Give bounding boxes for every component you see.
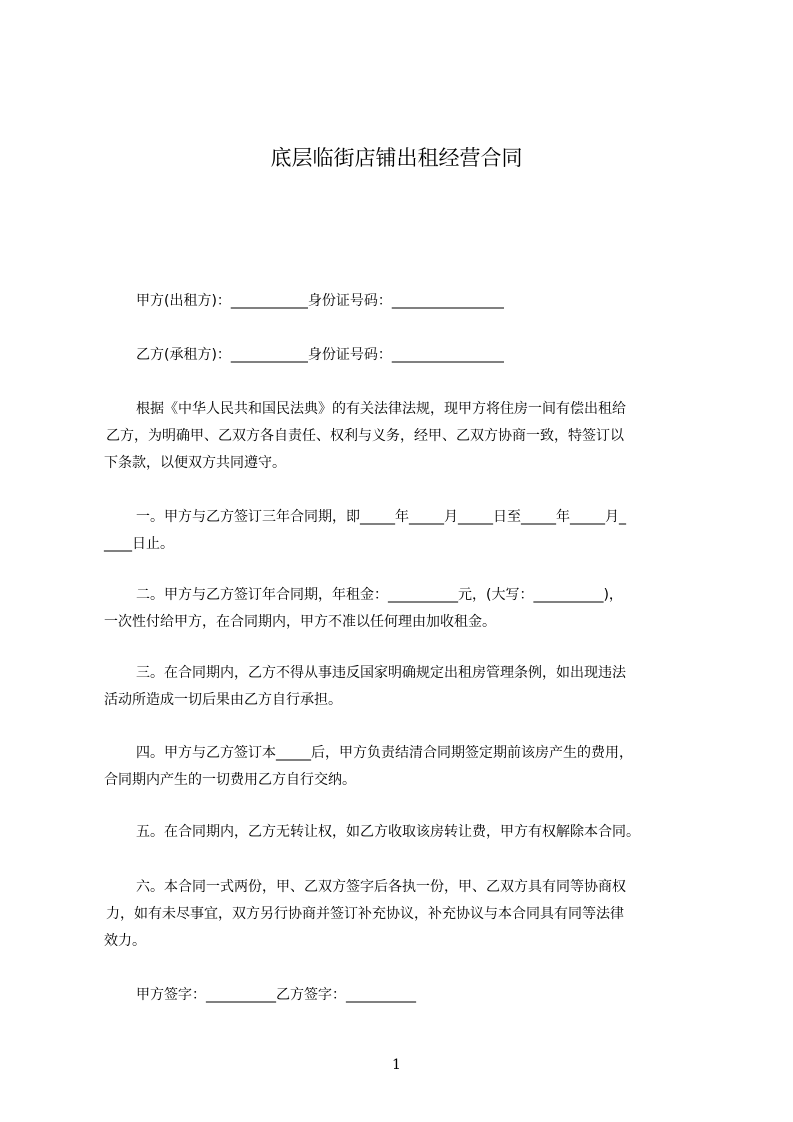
preamble-line: 根据《中华人民共和国民法典》的有关法律法规，现甲方将住房一间有偿出租给 [136, 401, 626, 417]
clause-1-line: ____日止。 [104, 536, 174, 552]
document-title: 底层临街店铺出租经营合同 [270, 146, 523, 170]
preamble-line: 下条款，以便双方共同遵守。 [104, 455, 286, 471]
signature-line: 甲方签字：__________乙方签字：__________ [136, 987, 416, 1003]
clause-4-line: 四。甲方与乙方签订本_____后，甲方负责结清合同期签定期前该房产生的费用， [136, 745, 633, 761]
clause-4-line: 合同期内产生的一切费用乙方自行交纳。 [104, 772, 356, 788]
preamble-line: 乙方，为明确甲、乙双方各自责任、权利与义务，经甲、乙双方协商一致，特签订以 [106, 428, 624, 444]
clause-6-line: 力，如有未尽事宜，双方另行协商并签订补充协议，补充协议与本合同具有同等法律 [106, 906, 624, 922]
clause-3-line: 活动所造成一切后果由乙方自行承担。 [104, 692, 342, 708]
clause-6-line: 效力。 [104, 933, 146, 949]
page-number: 1 [392, 1057, 401, 1073]
clause-1-line: 一。甲方与乙方签订三年合同期，即_____年_____月_____日至_____年_____月_ [136, 509, 626, 525]
clause-6-line: 六。本合同一式两份，甲、乙双方签字后各执一份，甲、乙双方具有同等协商权 [136, 879, 626, 895]
clause-2-line: 二。甲方与乙方签订年合同期，年租金：__________元，(大写：__________)， [136, 587, 623, 603]
clause-5-line: 五。在合同期内，乙方无转让权，如乙方收取该房转让费，甲方有权解除本合同。 [136, 824, 640, 840]
party-a-line: 甲方(出租方)：___________身份证号码：________________ [136, 293, 504, 309]
party-b-line: 乙方(承租方)：___________身份证号码：________________ [136, 347, 504, 363]
clause-3-line: 三。在合同期内，乙方不得从事违反国家明确规定出租房管理条例，如出现违法 [136, 665, 626, 681]
clause-2-line: 一次性付给甲方，在合同期内，甲方不准以任何理由加收租金。 [104, 614, 496, 630]
